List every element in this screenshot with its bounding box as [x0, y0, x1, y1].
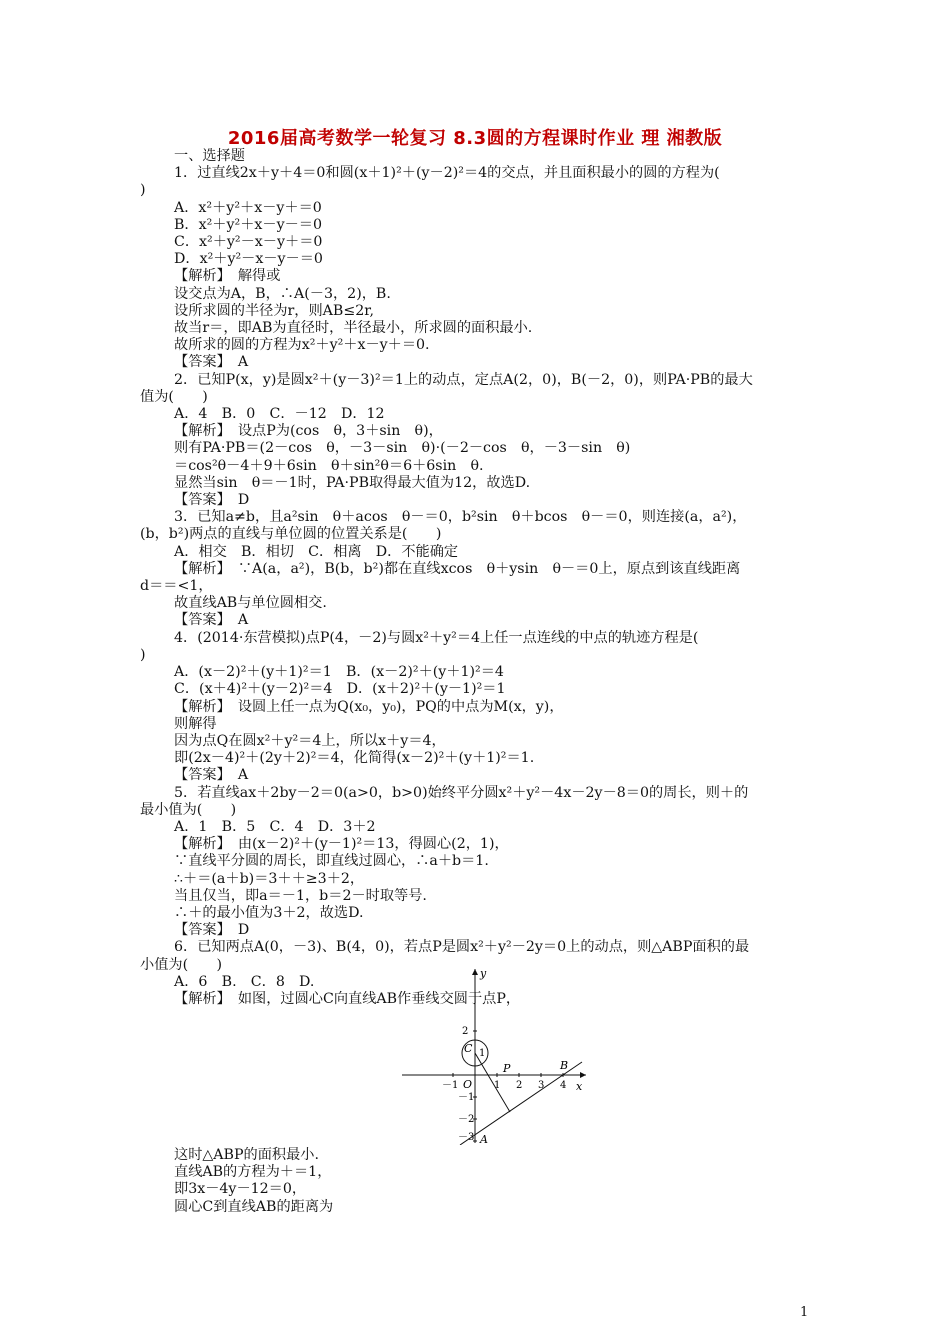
text-line: 设所求圆的半径为r，则AB≤2r, — [174, 302, 374, 319]
point-p-label: P — [503, 1062, 511, 1075]
text-line: D．x²＋y²－x－y－＝0 — [174, 251, 323, 268]
text-line: 3．已知a≠b，且a²sin θ＋acos θ－＝0，b²sin θ＋bcos θ－＝0，则连接(a，a²)， — [174, 509, 747, 526]
point-a-label: A — [480, 1133, 488, 1145]
point-c-label: C — [464, 1042, 473, 1055]
origin-label: O — [463, 1078, 473, 1091]
y-axis-label: y — [480, 967, 487, 980]
text-line: 值为( ) — [140, 388, 208, 405]
text-line: 则解得 — [174, 715, 217, 732]
text-line: 直线AB的方程为＋＝1， — [174, 1164, 332, 1181]
page-number: 1 — [800, 1305, 809, 1320]
text-line: 因为点Q在圆x²＋y²＝4上，所以x＋y＝4， — [174, 732, 446, 749]
text-line: 5．若直线ax＋2by－2＝0(a>0，b>0)始终平分圆x²＋y²－4x－2y－8＝0的周长，则＋的 — [174, 784, 749, 801]
text-line: 故当r＝，即AB为直径时，半径最小，所求圆的面积最小. — [174, 320, 533, 337]
x-tick-label: 2 — [516, 1080, 523, 1091]
text-line: 【解析】 解得或 — [174, 268, 281, 285]
text-line: ) — [140, 182, 146, 199]
text-line: 设交点为A，B，∴A(－3，2)，B. — [174, 285, 391, 302]
x-axis-label: x — [576, 1080, 583, 1093]
y-tick-label: －3 — [458, 1132, 475, 1143]
text-line: d＝＝<1， — [140, 578, 213, 595]
text-line: 【解析】 设圆上任一点为Q(x₀，y₀)，PQ的中点为M(x，y)， — [174, 698, 564, 715]
text-line: 当且仅当，即a＝－1，b＝2－时取等号. — [174, 887, 427, 904]
text-line: 故所求的圆的方程为x²＋y²＋x－y＋＝0. — [174, 337, 430, 354]
text-line: 则有PA·PB＝(2－cos θ，－3－sin θ)·(－2－cos θ，－3－sin θ) — [174, 440, 631, 457]
text-line: ∴＋＝(a＋b)＝3＋＋≥3＋2， — [174, 870, 365, 887]
text-line: 2．已知P(x，y)是圆x²＋(y－3)²＝1上的动点，定点A(2，0)，B(－2，0)，则PA·PB的最大 — [174, 371, 753, 388]
text-line: 4．(2014·东营模拟)点P(4，－2)与圆x²＋y²＝4上任一点连线的中点的轨迹方程是( — [174, 629, 699, 646]
text-line: 故直线AB与单位圆相交. — [174, 595, 327, 612]
text-line: 显然当sin θ＝－1时，PA·PB取得最大值为12，故选D. — [174, 474, 531, 491]
text-line: 最小值为( ) — [140, 801, 237, 818]
text-line: 6．已知两点A(0，－3)、B(4，0)，若点P是圆x²＋y²－2y＝0上的动点，则△ABP面积的最 — [174, 939, 750, 956]
y-tick-label: －2 — [458, 1114, 475, 1125]
text-line: A．x²＋y²＋x－y＋＝0 — [174, 199, 322, 216]
y-tick-label: 1 — [479, 1048, 486, 1059]
text-line: ) — [140, 646, 146, 663]
text-line: 圆心C到直线AB的距离为 — [174, 1198, 334, 1215]
text-line: ∴＋的最小值为3＋2，故选D. — [174, 904, 364, 921]
text-line: 1．过直线2x＋y＋4＝0和圆(x＋1)²＋(y－2)²＝4的交点，并且面积最小的圆的方程为( — [174, 165, 720, 182]
text-line: 【解析】 ∵A(a，a²)，B(b，b²)都在直线xcos θ＋ysin θ－＝0上，原点到该直线距离 — [174, 560, 741, 577]
text-line: C．(x＋4)²＋(y－2)²＝4 D．(x＋2)²＋(y－1)²＝1 — [174, 681, 506, 698]
text-line: A．相交 B．相切 C．相离 D．不能确定 — [174, 543, 459, 560]
text-line: 【解析】 设点P为(cos θ，3＋sin θ)， — [174, 423, 443, 440]
text-line: C．x²＋y²－x－y＋＝0 — [174, 234, 323, 251]
y-tick-label: 2 — [462, 1026, 469, 1037]
point-b-label: B — [560, 1059, 569, 1072]
problem-text-top — [140, 148, 820, 1008]
y-tick-label: －1 — [458, 1092, 475, 1103]
text-line: ＝cos²θ－4＋9＋6sin θ＋sin²θ＝6＋6sin θ. — [174, 457, 484, 474]
text-line: A．6 B. C．8 D. — [174, 973, 315, 990]
problem-text-bottom — [140, 1147, 820, 1216]
text-line: 【答案】 D — [174, 492, 250, 509]
text-line: 一、选择题 — [174, 148, 245, 164]
text-line: 【答案】 A — [174, 354, 249, 371]
text-line: A．(x－2)²＋(y＋1)²＝1 B．(x－2)²＋(y＋1)²＝4 — [174, 664, 504, 681]
text-line: A．4 B．0 C．－12 D．12 — [174, 406, 385, 423]
x-tick-label: 4 — [560, 1080, 567, 1091]
text-line: 小值为( ) — [140, 956, 223, 973]
text-line: A．1 B．5 C．4 D．3＋2 — [174, 818, 376, 835]
text-line: B．x²＋y²＋x－y－＝0 — [174, 216, 322, 233]
text-line: 【答案】 A — [174, 612, 249, 629]
text-line: (b，b²)两点的直线与单位圆的位置关系是( ) — [140, 526, 442, 543]
document-title: 2016届高考数学一轮复习 8.3圆的方程课时作业 理 湘教版 — [227, 128, 723, 149]
text-line: 【答案】 D — [174, 922, 250, 939]
text-line: 即(2x－4)²＋(2y＋2)²＝4，化简得(x－2)²＋(y＋1)²＝1. — [174, 750, 535, 767]
coordinate-figure — [400, 965, 590, 1145]
text-line: 【答案】 A — [174, 767, 249, 784]
x-tick-label: 3 — [538, 1080, 545, 1091]
text-line: 【解析】 由(x－2)²＋(y－1)²＝13，得圆心(2，1)， — [174, 836, 509, 853]
x-tick-label: －1 — [442, 1080, 459, 1091]
text-line: 即3x－4y－12＝0， — [174, 1181, 307, 1198]
text-line: ∵直线平分圆的周长，即直线过圆心，∴a＋b＝1. — [174, 853, 489, 870]
x-tick-label: 1 — [494, 1080, 501, 1091]
text-line: 【解析】 如图，过圆心C向直线AB作垂线交圆于点P， — [174, 990, 521, 1007]
text-line: 这时△ABP的面积最小. — [174, 1147, 319, 1163]
